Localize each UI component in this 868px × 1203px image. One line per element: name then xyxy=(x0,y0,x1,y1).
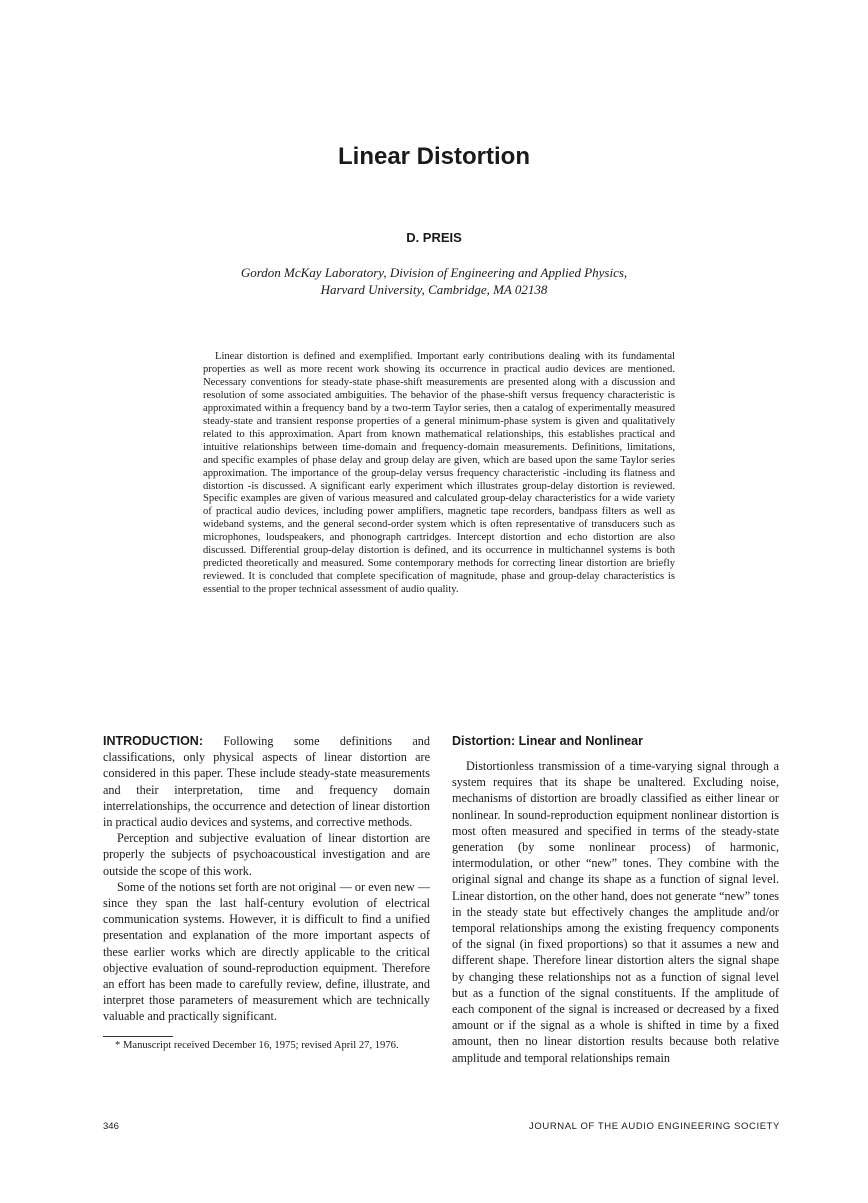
author-name: D. PREIS xyxy=(406,230,462,245)
intro-paragraph-1-text: Following some definitions and classifications, only physical aspects of linear distortion are considered in this paper. These include steady-state measurements and their interpretation, time and frequency domain interrelationships, the occurrence and detection of linear distortion in practical audio devices and systems, and corrective methods. xyxy=(103,734,430,830)
distortion-paragraph-1: Distortionless transmission of a time-varying signal through a system requires that its shape be unaltered. Excluding noise, mechanisms of distortion are broadly classified as either linear or nonlinear. In sound-reproduction equipment nonlinear distortion is most often measured and specified in terms of the steady-state generation (by some nonlinear process) of harmonic, intermodulation, or other “new” tones. They combine with the original signal and change its shape as a function of signal level. Linear distortion, on the other hand, does not generate “new” tones in the steady state but effectively changes the amplitude and/or temporal relationships among the existing frequency components of the signal (in fixed proportions) so that it assumes a new and different shape. Therefore linear distortion alters the signal shape by changing these relationships not as a function of signal level but as a function of the signal constituents. If the amplitude of each component of the signal is increased or decreased by a fixed amount or if the signal as a whole is shifted in time by a fixed amount, then no linear distortion results because both relative amplitude and temporal relationships remain xyxy=(452,759,779,1065)
abstract: Linear distortion is defined and exemplified. Important early contributions dealing with its fundamental properties as well as more recent work showing its occurrence in practical audio devices are mentioned. Necessary conventions for steady-state phase-shift measurements are presented along with a discussion and resolution of some associated ambiguities. The behavior of the phase-shift versus frequency characteristic is approximated within a frequency band by a two-term Taylor series, then a catalog of experimentally measured steady-state and transient response properties of a general minimum-phase system is given and qualitatively related to this approximation. Apart from known mathematical relationships, this establishes practical and intuitive relationships between time-domain and frequency-domain measurements. Definitions, limitations, and specific examples of phase delay and group delay are given, which are based upon the same Taylor series approximation. The importance of the group-delay versus frequency characteristic -including its flatness and distortion -is discussed. A significant early experiment which illustrates group-delay distortion is reviewed. Specific examples are given of various measured and calculated group-delay characteristics for a wide variety of practical audio devices, including power amplifiers, magnetic tape recorders, bandpass filters as well as wideband systems, and the general second-order system which is often representative of transducers such as microphones, loudspeakers, and phonograph cartridges. Intercept distortion and echo distortion are also discussed. Differential group-delay distortion is defined, and its occurrence in multichannel systems is both predicted theoretically and measured. Some contemporary methods for correcting linear distortion are briefly reviewed. It is concluded that complete specification of magnitude, phase and group-delay characteristics is essential to the proper technical assessment of audio quality. xyxy=(203,351,675,596)
journal-name: JOURNAL OF THE AUDIO ENGINEERING SOCIETY xyxy=(529,1121,780,1132)
introduction-heading: INTRODUCTION: xyxy=(103,734,203,748)
page-number: 346 xyxy=(103,1121,119,1132)
intro-paragraph-2: Perception and subjective evaluation of linear distortion are properly the subjects of psychoacoustical investigation and are outside the scope of this work. xyxy=(103,831,430,878)
footnote-rule xyxy=(103,1036,173,1037)
intro-paragraph-1 xyxy=(103,733,430,830)
affiliation-line-1: Gordon McKay Laboratory, Division of Engineering and Applied Physics, xyxy=(240,265,628,280)
left-column xyxy=(103,733,430,1052)
section-heading: Distortion: Linear and Nonlinear xyxy=(452,734,643,748)
right-column xyxy=(452,733,779,1066)
paper-title: Linear Distortion xyxy=(337,143,530,170)
intro-paragraph-3: Some of the notions set forth are not original — or even new — since they span the last half-century evolution of electrical communication systems. However, it is difficult to find a unified presentation and explanation of the more important aspects of these earlier works which are directly applicable to the critical objective evaluation of sound-reproduction equipment. Therefore an effort has been made to carefully review, define, illustrate, and interpret those parameters of measurement which are technically valuable and practically significant. xyxy=(103,879,430,1024)
affiliation xyxy=(200,264,668,298)
footnote: * Manuscript received December 16, 1975; revised April 27, 1976. xyxy=(115,1039,399,1051)
affiliation-line-2: Harvard University, Cambridge, MA 02138 xyxy=(320,282,548,297)
